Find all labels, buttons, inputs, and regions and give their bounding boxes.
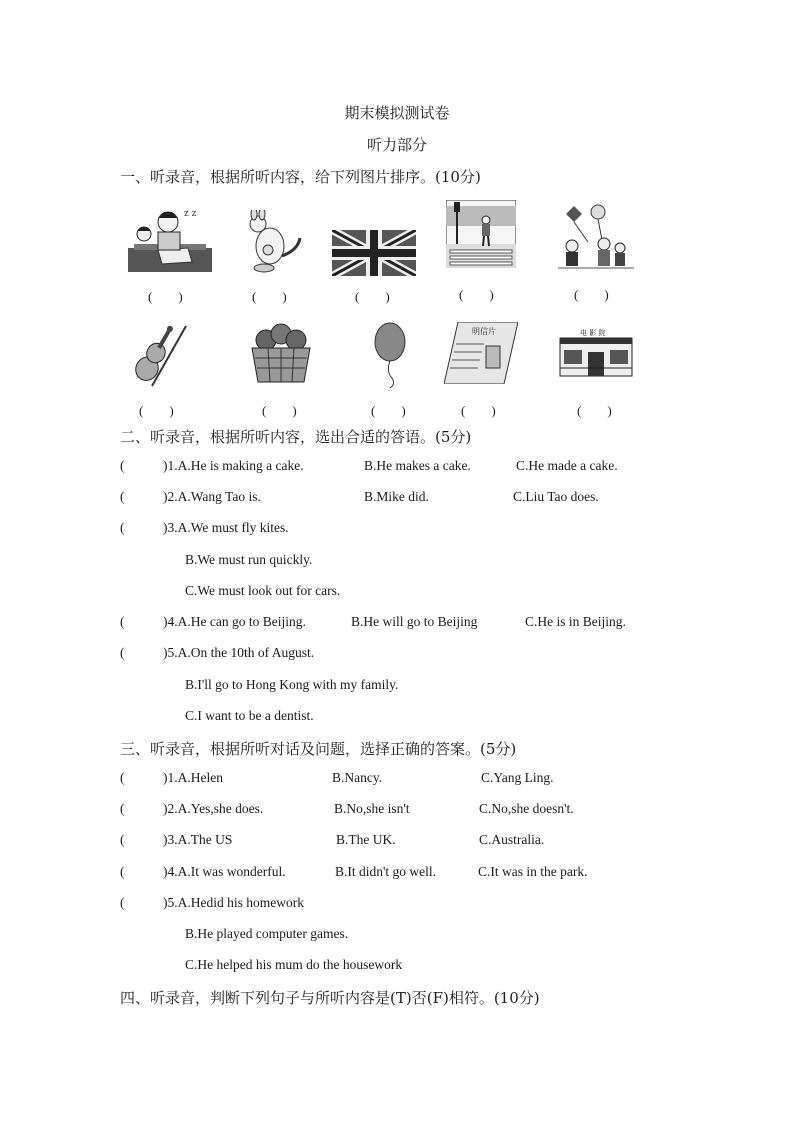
option-c: C.We must look out for cars. (185, 583, 341, 598)
answer-paren[interactable]: ( (120, 520, 125, 535)
cinema-icon (558, 328, 634, 378)
option-a: )3.A.We must fly kites. (163, 520, 289, 535)
uk-flag-icon (332, 230, 416, 276)
kangaroo-icon (244, 210, 304, 274)
option-c: C.I want to be a dentist. (185, 708, 314, 723)
option-a: )4.A.It was wonderful. (163, 864, 286, 879)
option-a: )5.A.On the 10th of August. (163, 645, 315, 660)
answer-blank[interactable]: ( ) (262, 403, 297, 418)
option-c: C.He helped his mum do the housework (185, 957, 403, 972)
answer-paren[interactable]: ( (120, 801, 125, 816)
page-subtitle: 听力部分 (366, 136, 427, 154)
part4-heading: 四、听录音，判断下列句子与所听内容是(T)否(F)相符。(10分) (120, 989, 540, 1007)
answer-blank[interactable]: ( ) (148, 289, 183, 304)
option-b: B.He played computer games. (185, 926, 349, 941)
answer-paren[interactable]: ( (120, 832, 125, 847)
option-c: C.It was in the park. (478, 864, 588, 879)
option-b: B.It didn't go well. (335, 864, 437, 879)
answer-blank[interactable]: ( ) (577, 403, 612, 418)
option-a: )3.A.The US (163, 832, 233, 847)
page-title: 期末模拟测试卷 (344, 104, 450, 122)
part2-heading: 二、听录音，根据所听内容，选出合适的答语。(5分) (120, 428, 472, 446)
answer-blank[interactable]: ( ) (355, 289, 390, 304)
part1-heading: 一、听录音，根据所听内容，给下列图片排序。(10分) (120, 168, 481, 186)
option-c: C.He is in Beijing. (525, 614, 626, 629)
answer-blank[interactable]: ( ) (139, 403, 174, 418)
option-a: )4.A.He can go to Beijing. (163, 614, 306, 629)
option-b: B.Nancy. (332, 770, 383, 785)
option-b: B.He will go to Beijing (351, 614, 478, 629)
answer-blank[interactable]: ( ) (574, 287, 609, 302)
answer-blank[interactable]: ( ) (461, 403, 496, 418)
postcard-label: 明信片 (472, 327, 496, 336)
answer-paren[interactable]: ( (120, 489, 125, 504)
answer-paren[interactable]: ( (120, 645, 125, 660)
student-reading-icon (126, 204, 214, 276)
postcard-icon (444, 322, 518, 384)
option-b: B.Mike did. (364, 489, 429, 504)
children-kite-icon (558, 202, 634, 270)
answer-paren[interactable]: ( (120, 895, 125, 910)
option-a: )2.A.Yes,she does. (163, 801, 264, 816)
svg-text:z z: z z (184, 209, 197, 219)
fruit-basket-icon (250, 322, 312, 384)
option-b: B.We must run quickly. (185, 552, 313, 567)
option-b: B.I'll go to Hong Kong with my family. (185, 677, 399, 692)
option-c: C.He made a cake. (516, 458, 618, 473)
answer-blank[interactable]: ( ) (459, 287, 494, 302)
option-c: C.Yang Ling. (481, 770, 554, 785)
answer-paren[interactable]: ( (120, 614, 125, 629)
option-b: B.He makes a cake. (364, 458, 471, 473)
answer-paren[interactable]: ( (120, 770, 125, 785)
option-a: )1.A.Helen (163, 770, 223, 785)
option-b: B.The UK. (336, 832, 396, 847)
option-b: B.No,she isn't (334, 801, 410, 816)
answer-blank[interactable]: ( ) (371, 403, 406, 418)
option-c: C.Australia. (479, 832, 545, 847)
answer-paren[interactable]: ( (120, 864, 125, 879)
answer-paren[interactable]: ( (120, 458, 125, 473)
option-a: )2.A.Wang Tao is. (163, 489, 261, 504)
violin-icon (126, 320, 190, 390)
option-a: )1.A.He is making a cake. (163, 458, 304, 473)
cinema-label: 电 影 院 (580, 329, 606, 337)
balloon-icon (370, 322, 410, 388)
answer-blank[interactable]: ( ) (252, 289, 287, 304)
option-c: C.No,she doesn't. (479, 801, 574, 816)
crosswalk-icon (446, 200, 516, 268)
option-a: )5.A.Hedid his homework (163, 895, 304, 910)
part3-heading: 三、听录音，根据所听对话及问题，选择正确的答案。(5分) (120, 740, 517, 758)
option-c: C.Liu Tao does. (513, 489, 599, 504)
